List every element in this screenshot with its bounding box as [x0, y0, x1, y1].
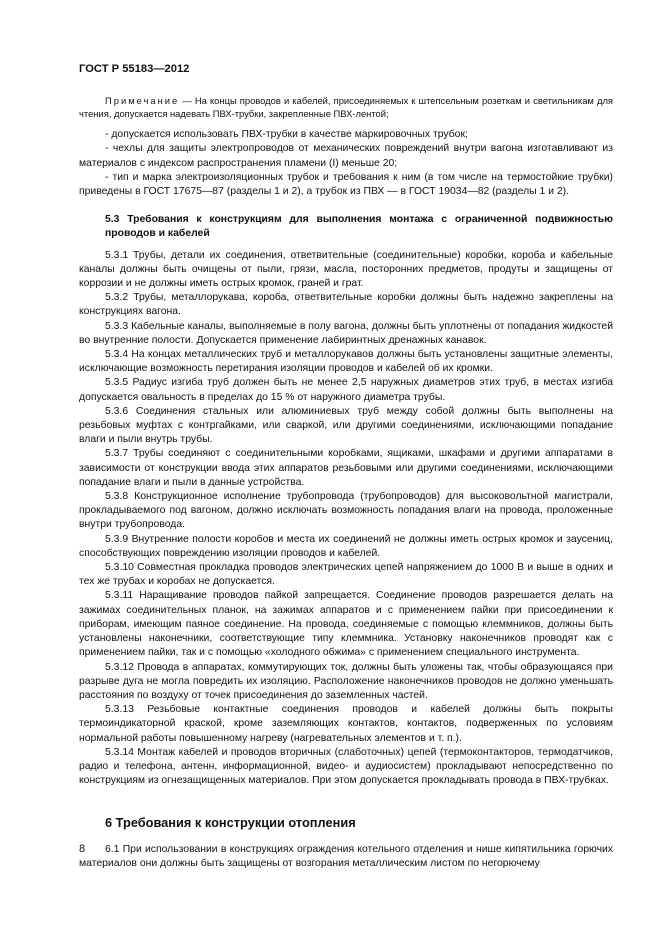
note-text: — На концы проводов и кабелей, присоединяемых к штепсельным розеткам и светильникам для чтения, допускается надевать ПВХ-трубки, закрепленные ПВХ-лентой;	[79, 95, 613, 119]
note-paragraph	[79, 95, 613, 120]
clause-5-3-14: 5.3.14 Монтаж кабелей и проводов вторичных (слаботочных) цепей (термоконтакторов, термодатчиков, радио и телефона, антенн, информационной, видео- и аудиосистем) прокладывают непосредственно по конструкциям из огнезащищенных материалов. При этом допускается прокладывать провода в ПВХ-трубках.	[79, 746, 613, 787]
page-number: 8	[79, 843, 86, 855]
note-label: Примечание	[105, 95, 180, 106]
section-5-3-title: 5.3 Требования к конструкциям для выполнения монтажа с ограниченной подвижностью проводов и кабелей	[105, 214, 613, 240]
list-item: - тип и марка электроизоляционных трубок и требования к ним (в том числе на термостойкие трубки) приведены в ГОСТ 17675—87 (разделы 1 и 2), а трубок из ПВХ — в ГОСТ 19034—82 (разделы 1 и 2).	[79, 171, 613, 197]
document-header: ГОСТ Р 55183—2012	[79, 63, 190, 75]
list-item: - чехлы для защиты электропроводов от механических повреждений внутри вагона изготавливают из материалов с индексом распространения пламени (I) меньше 20;	[79, 143, 613, 169]
clause-5-3-6: 5.3.6 Соединения стальных или алюминиевых труб между собой должны быть выполнены на резьбовых муфтах с контргайками, или сваркой, или другими соединениями, исключающими попадание влаги и пыли внутрь трубы.	[79, 405, 613, 446]
clause-5-3-10: 5.3.10 Совместная прокладка проводов электрических цепей напряжением до 1000 В и выше в одних и тех же трубах и коробах не допускается.	[79, 562, 613, 588]
clause-5-3-5: 5.3.5 Радиус изгиба труб должен быть не менее 2,5 наружных диаметров этих труб, в местах изгиба допускается овальность в пределах до 15 % от наружного диаметра трубы.	[79, 377, 613, 403]
clause-5-3-11: 5.3.11 Наращивание проводов пайкой запрещается. Соединение проводов разрешается делать на зажимах соединительных планок, на зажимах аппаратов и с применением пайки при присоединении к приборам, имеющим паяное соединение. На провода, соединяемые с помощью клеммников, должны быть установлены наконечники, соответствующие типу клеммника. Установку наконечников проводят как с применением пайки, так и с помощью «холодного обжима» с применением специального инструмента.	[79, 590, 613, 659]
clause-5-3-1: 5.3.1 Трубы, детали их соединения, ответвительные (соединительные) коробки, короба и кабельные каналы должны быть очищены от пыли, грязи, масла, посторонних предметов, продуты и защищены от коррозии и не должны иметь острых кромок, граней и грат.	[79, 249, 613, 290]
clause-5-3-12: 5.3.12 Провода в аппаратах, коммутирующих ток, должны быть уложены так, чтобы образующаяся при разрыве дуга не могла повредить их изоляцию. Расположение наконечников проводов не должно уменьшать расстояния по воздуху от точек присоединения до заземленных частей.	[79, 661, 613, 701]
clause-5-3-9: 5.3.9 Внутренние полости коробов и места их соединений не должны иметь острых кромок и заусениц, способствующих повреждению изоляции проводов и кабелей.	[79, 533, 613, 559]
clause-5-3-7: 5.3.7 Трубы соединяют с соединительными коробками, ящиками, шкафами и другими аппаратами в зависимости от конструкции ввода этих аппаратов резьбовыми или другими соединениями, исключающими попадание влаги и пыли в данные устройства.	[79, 448, 613, 488]
clause-5-3-2: 5.3.2 Трубы, металлорукава, короба, ответвительные коробки должны быть надежно закреплены на конструкциях вагона.	[79, 292, 613, 318]
list-item: - допускается использовать ПВХ-трубки в качестве маркировочных трубок;	[105, 129, 468, 141]
clause-5-3-3: 5.3.3 Кабельные каналы, выполняемые в полу вагона, должны быть уплотнены от попадания жидкостей во внутренние полости. Допускается применение лабиринтных дренажных канавок.	[79, 320, 613, 346]
clause-6-1: 6.1 При использовании в конструкциях ограждения котельного отделения и нише кипятильника горючих материалов они должны быть защищены от возгорания металлическим листом по негорючему	[79, 843, 613, 869]
clause-5-3-4: 5.3.4 На концах металлических труб и металлорукавов должны быть установлены защитные элементы, исключающие возможность перетирания изоляции проводов и кабелей об их кромки.	[79, 349, 613, 375]
section-6-title: 6 Требования к конструкции отопления	[105, 815, 356, 831]
document-body	[79, 95, 613, 871]
clause-5-3-8: 5.3.8 Конструкционное исполнение трубопровода (трубопроводов) для высоковольтной магистрали, прокладываемого под вагоном, должно исключать возможность попадания влаги на провода, проложенные внутри трубопровода.	[79, 491, 613, 531]
clause-5-3-13: 5.3.13 Резьбовые контактные соединения проводов и кабелей должны быть покрыты термоиндикаторной краской, кроме заземляющих контактов, контактов, подверженных по условиям нормальной работы повышенному нагреву (нагревательных элементов и т. п.).	[79, 704, 613, 744]
